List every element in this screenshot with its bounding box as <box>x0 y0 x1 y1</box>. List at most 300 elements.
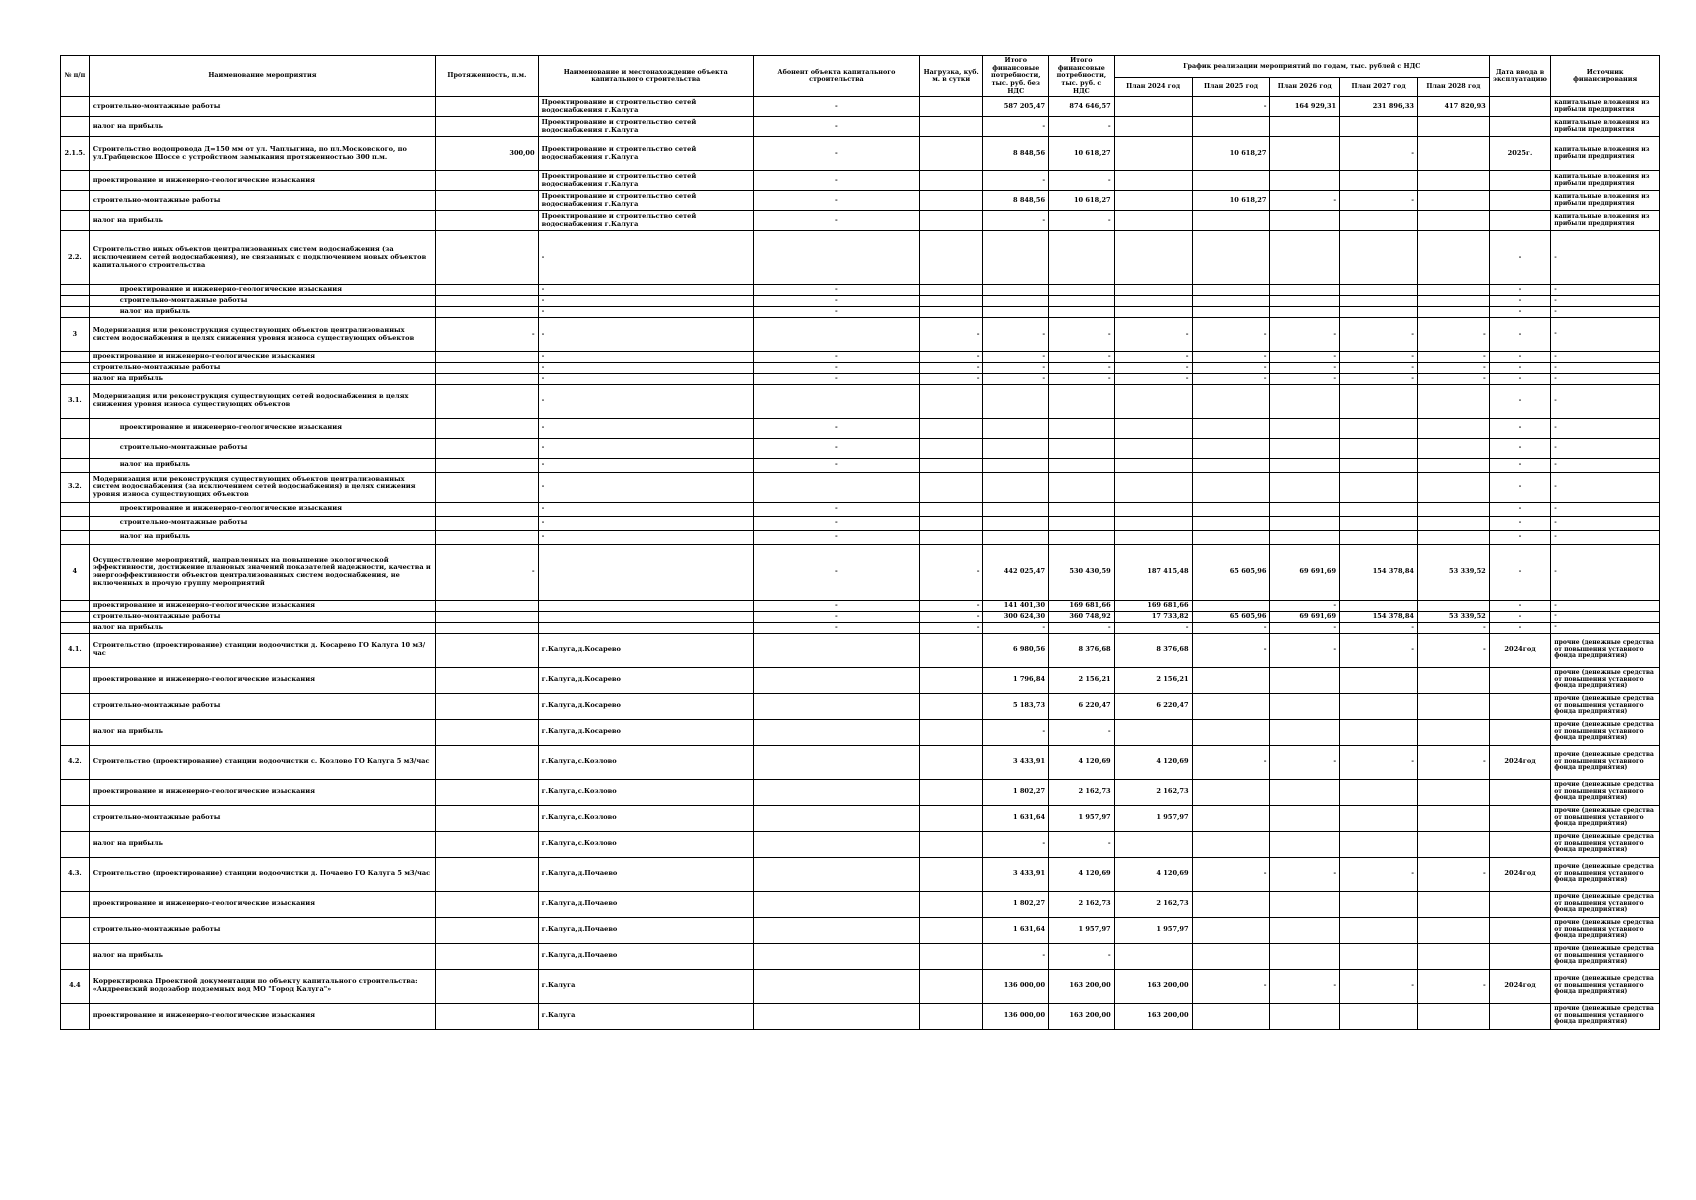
object-location: Проектирование и строительство сетей водоснабжения г.Калуга <box>538 191 753 211</box>
total-incl-vat-cell <box>1049 231 1115 285</box>
plan-2028-cell: - <box>1418 363 1490 374</box>
table-body <box>61 97 1660 1029</box>
plan-2028-cell: - <box>1418 745 1490 779</box>
capital-object-cell: - <box>753 611 919 622</box>
load-cell <box>919 831 983 857</box>
plan-2027-cell <box>1340 117 1418 137</box>
plan-2026-cell: - <box>1270 857 1340 891</box>
plan-2026-cell <box>1270 667 1340 693</box>
capital-object-cell: - <box>753 307 919 318</box>
plan-2026-cell: - <box>1270 373 1340 384</box>
row-number <box>61 530 90 544</box>
plan-2027-cell <box>1340 943 1418 969</box>
total-incl-vat-cell: 2 156,21 <box>1049 667 1115 693</box>
object-location <box>538 622 753 633</box>
capital-object-cell: - <box>753 97 919 117</box>
funding-source-cell: прочие (денежные средства от повышения уставного фонда предприятия) <box>1551 917 1660 943</box>
funding-source-cell: - <box>1551 285 1660 296</box>
capital-object-cell: - <box>753 600 919 611</box>
load-cell <box>919 296 983 307</box>
capital-object-cell: - <box>753 352 919 363</box>
object-location: Проектирование и строительство сетей водоснабжения г.Калуга <box>538 171 753 191</box>
plan-2025-cell <box>1192 917 1270 943</box>
capital-object-cell <box>753 472 919 502</box>
plan-2027-cell <box>1340 502 1418 516</box>
plan-2027-cell <box>1340 530 1418 544</box>
funding-source-cell: прочие (денежные средства от повышения уставного фонда предприятия) <box>1551 745 1660 779</box>
plan-2027-cell <box>1340 917 1418 943</box>
investment-program-table <box>60 55 1660 1030</box>
commission-date-cell: - <box>1489 352 1551 363</box>
funding-source-cell: - <box>1551 622 1660 633</box>
plan-2027-cell <box>1340 472 1418 502</box>
load-cell: - <box>919 373 983 384</box>
funding-source-cell: прочие (денежные средства от повышения уставного фонда предприятия) <box>1551 831 1660 857</box>
plan-2027-cell <box>1340 418 1418 438</box>
length-cell <box>436 779 539 805</box>
table-row <box>61 719 1660 745</box>
plan-2026-cell <box>1270 384 1340 418</box>
commission-date-cell: 2024год <box>1489 633 1551 667</box>
table-row <box>61 307 1660 318</box>
length-cell <box>436 969 539 1003</box>
total-incl-vat-cell <box>1049 530 1115 544</box>
object-location: Проектирование и строительство сетей водоснабжения г.Калуга <box>538 211 753 231</box>
plan-2024-cell: 169 681,66 <box>1114 600 1192 611</box>
commission-date-cell: - <box>1489 438 1551 458</box>
plan-2028-cell <box>1418 502 1490 516</box>
measure-name: налог на прибыль <box>89 719 435 745</box>
length-cell <box>436 516 539 530</box>
funding-source-cell: - <box>1551 530 1660 544</box>
plan-2025-cell <box>1192 472 1270 502</box>
plan-2027-cell: 154 378,84 <box>1340 611 1418 622</box>
plan-2026-cell <box>1270 693 1340 719</box>
row-number <box>61 352 90 363</box>
table-row <box>61 363 1660 374</box>
total-incl-vat-cell: 874 646,57 <box>1049 97 1115 117</box>
table-row <box>61 693 1660 719</box>
table-row <box>61 318 1660 352</box>
table-row <box>61 831 1660 857</box>
object-location: г.Калуга,д.Косарево <box>538 667 753 693</box>
object-location: - <box>538 296 753 307</box>
measure-name: проектирование и инженерно-геологические изыскания <box>89 418 435 438</box>
measure-name: строительно-монтажные работы <box>89 805 435 831</box>
measure-name: налог на прибыль <box>89 211 435 231</box>
length-cell <box>436 363 539 374</box>
length-cell <box>436 373 539 384</box>
plan-2024-cell: - <box>1114 318 1192 352</box>
row-number: 2.2. <box>61 231 90 285</box>
funding-source-cell: - <box>1551 502 1660 516</box>
length-cell <box>436 438 539 458</box>
commission-date-cell <box>1489 891 1551 917</box>
total-excl-vat-cell: 3 433,91 <box>983 745 1049 779</box>
plan-2025-cell: - <box>1192 352 1270 363</box>
total-incl-vat-cell: - <box>1049 318 1115 352</box>
table-row <box>61 384 1660 418</box>
total-excl-vat-cell <box>983 285 1049 296</box>
measure-name: строительно-монтажные работы <box>89 296 435 307</box>
load-cell <box>919 137 983 171</box>
plan-2024-cell <box>1114 502 1192 516</box>
total-excl-vat-cell: 300 624,30 <box>983 611 1049 622</box>
commission-date-cell: 2025г. <box>1489 137 1551 171</box>
measure-name: налог на прибыль <box>89 831 435 857</box>
plan-2028-cell <box>1418 891 1490 917</box>
plan-2025-cell <box>1192 516 1270 530</box>
length-cell <box>436 458 539 472</box>
load-cell <box>919 285 983 296</box>
plan-2026-cell <box>1270 137 1340 171</box>
plan-2024-cell: 4 120,69 <box>1114 857 1192 891</box>
measure-name: проектирование и инженерно-геологические изыскания <box>89 352 435 363</box>
total-excl-vat-cell: - <box>983 943 1049 969</box>
row-number: 3.1. <box>61 384 90 418</box>
funding-source-cell: - <box>1551 418 1660 438</box>
commission-date-cell: - <box>1489 530 1551 544</box>
funding-source-cell: - <box>1551 296 1660 307</box>
total-excl-vat-cell: 5 183,73 <box>983 693 1049 719</box>
plan-2028-cell <box>1418 1003 1490 1029</box>
plan-2028-cell: - <box>1418 857 1490 891</box>
capital-object-cell: - <box>753 458 919 472</box>
total-excl-vat-cell <box>983 502 1049 516</box>
object-location: - <box>538 352 753 363</box>
length-cell <box>436 633 539 667</box>
measure-name: Осуществление мероприятий, направленных на повышение экологической эффективности, достижение плановых значений показателей надежности, качества и энергоэффективности объектов централизованных систем водоснабжения, не включенных в прочую группу мероприятий <box>89 544 435 600</box>
capital-object-cell: - <box>753 502 919 516</box>
total-incl-vat-cell <box>1049 307 1115 318</box>
capital-object-cell <box>753 745 919 779</box>
plan-2027-cell: 154 378,84 <box>1340 544 1418 600</box>
object-location: г.Калуга,с.Козлово <box>538 805 753 831</box>
header-year-2025: План 2025 год <box>1192 77 1270 97</box>
object-location: Проектирование и строительство сетей водоснабжения г.Калуга <box>538 97 753 117</box>
plan-2026-cell <box>1270 117 1340 137</box>
plan-2028-cell <box>1418 438 1490 458</box>
commission-date-cell <box>1489 171 1551 191</box>
object-location <box>538 600 753 611</box>
measure-name: проектирование и инженерно-геологические изыскания <box>89 502 435 516</box>
length-cell <box>436 296 539 307</box>
total-incl-vat-cell: - <box>1049 352 1115 363</box>
row-number <box>61 516 90 530</box>
header-schedule: График реализации мероприятий по годам, тыс. рублей с НДС <box>1114 56 1489 78</box>
plan-2024-cell <box>1114 831 1192 857</box>
commission-date-cell <box>1489 667 1551 693</box>
plan-2028-cell: - <box>1418 373 1490 384</box>
plan-2026-cell <box>1270 211 1340 231</box>
row-number <box>61 97 90 117</box>
row-number <box>61 943 90 969</box>
measure-name: проектирование и инженерно-геологические изыскания <box>89 667 435 693</box>
commission-date-cell: - <box>1489 622 1551 633</box>
table-row <box>61 418 1660 438</box>
table-row <box>61 502 1660 516</box>
plan-2027-cell: - <box>1340 373 1418 384</box>
total-excl-vat-cell <box>983 418 1049 438</box>
load-cell: - <box>919 622 983 633</box>
plan-2027-cell <box>1340 384 1418 418</box>
commission-date-cell: - <box>1489 363 1551 374</box>
plan-2027-cell: - <box>1340 622 1418 633</box>
plan-2025-cell <box>1192 693 1270 719</box>
plan-2026-cell <box>1270 231 1340 285</box>
plan-2024-cell: 6 220,47 <box>1114 693 1192 719</box>
row-number: 4 <box>61 544 90 600</box>
funding-source-cell: прочие (денежные средства от повышения уставного фонда предприятия) <box>1551 633 1660 667</box>
commission-date-cell <box>1489 943 1551 969</box>
plan-2027-cell: - <box>1340 857 1418 891</box>
plan-2024-cell: 2 156,21 <box>1114 667 1192 693</box>
object-location: - <box>538 530 753 544</box>
total-excl-vat-cell <box>983 458 1049 472</box>
total-excl-vat-cell: 6 980,56 <box>983 633 1049 667</box>
plan-2025-cell <box>1192 943 1270 969</box>
measure-name: строительно-монтажные работы <box>89 516 435 530</box>
length-cell <box>436 917 539 943</box>
plan-2027-cell <box>1340 307 1418 318</box>
commission-date-cell <box>1489 191 1551 211</box>
object-location: Проектирование и строительство сетей водоснабжения г.Калуга <box>538 117 753 137</box>
commission-date-cell: - <box>1489 472 1551 502</box>
plan-2025-cell: 10 618,27 <box>1192 191 1270 211</box>
plan-2026-cell: - <box>1270 363 1340 374</box>
capital-object-cell: - <box>753 285 919 296</box>
load-cell: - <box>919 600 983 611</box>
plan-2024-cell: 4 120,69 <box>1114 745 1192 779</box>
total-incl-vat-cell: - <box>1049 373 1115 384</box>
measure-name: налог на прибыль <box>89 307 435 318</box>
commission-date-cell <box>1489 719 1551 745</box>
plan-2028-cell: - <box>1418 352 1490 363</box>
plan-2027-cell <box>1340 285 1418 296</box>
object-location: - <box>538 458 753 472</box>
table-row <box>61 622 1660 633</box>
row-number <box>61 171 90 191</box>
object-location: - <box>538 438 753 458</box>
table-row <box>61 745 1660 779</box>
measure-name: налог на прибыль <box>89 117 435 137</box>
plan-2024-cell <box>1114 719 1192 745</box>
total-excl-vat-cell: 136 000,00 <box>983 1003 1049 1029</box>
plan-2027-cell <box>1340 231 1418 285</box>
plan-2026-cell <box>1270 719 1340 745</box>
plan-2028-cell <box>1418 600 1490 611</box>
header-year-2026: План 2026 год <box>1270 77 1340 97</box>
length-cell <box>436 530 539 544</box>
plan-2025-cell: - <box>1192 857 1270 891</box>
commission-date-cell: 2024год <box>1489 745 1551 779</box>
plan-2026-cell <box>1270 472 1340 502</box>
plan-2026-cell: - <box>1270 969 1340 1003</box>
plan-2026-cell: - <box>1270 600 1340 611</box>
length-cell <box>436 211 539 231</box>
total-excl-vat-cell: 1 802,27 <box>983 891 1049 917</box>
commission-date-cell: - <box>1489 307 1551 318</box>
length-cell <box>436 502 539 516</box>
capital-object-cell <box>753 969 919 1003</box>
table-row <box>61 171 1660 191</box>
commission-date-cell: - <box>1489 318 1551 352</box>
plan-2025-cell <box>1192 779 1270 805</box>
plan-2024-cell <box>1114 418 1192 438</box>
load-cell: - <box>919 611 983 622</box>
plan-2027-cell: - <box>1340 318 1418 352</box>
length-cell <box>436 418 539 438</box>
plan-2026-cell: - <box>1270 318 1340 352</box>
measure-name: проектирование и инженерно-геологические изыскания <box>89 1003 435 1029</box>
total-excl-vat-cell: 1 802,27 <box>983 779 1049 805</box>
table-row <box>61 1003 1660 1029</box>
plan-2027-cell: 231 896,33 <box>1340 97 1418 117</box>
table-row <box>61 969 1660 1003</box>
measure-name: строительно-монтажные работы <box>89 363 435 374</box>
table-row <box>61 530 1660 544</box>
total-incl-vat-cell: 1 957,97 <box>1049 917 1115 943</box>
plan-2024-cell: - <box>1114 373 1192 384</box>
length-cell: - <box>436 318 539 352</box>
load-cell <box>919 211 983 231</box>
funding-source-cell: - <box>1551 516 1660 530</box>
total-excl-vat-cell: 1 631,64 <box>983 805 1049 831</box>
measure-name: проектирование и инженерно-геологические изыскания <box>89 285 435 296</box>
commission-date-cell: - <box>1489 384 1551 418</box>
plan-2026-cell <box>1270 917 1340 943</box>
table-row <box>61 611 1660 622</box>
plan-2027-cell: - <box>1340 363 1418 374</box>
plan-2024-cell: 163 200,00 <box>1114 969 1192 1003</box>
plan-2028-cell <box>1418 779 1490 805</box>
measure-name: Модернизация или реконструкция существующих объектов централизованных систем водоснабжения (за исключением сетей водоснабжения) в целях снижения уровня износа существующих объектов <box>89 472 435 502</box>
funding-source-cell: - <box>1551 472 1660 502</box>
table-row <box>61 943 1660 969</box>
plan-2024-cell: 1 957,97 <box>1114 805 1192 831</box>
total-excl-vat-cell: 141 401,30 <box>983 600 1049 611</box>
total-incl-vat-cell: 6 220,47 <box>1049 693 1115 719</box>
load-cell <box>919 667 983 693</box>
length-cell <box>436 352 539 363</box>
plan-2024-cell <box>1114 943 1192 969</box>
plan-2024-cell: - <box>1114 363 1192 374</box>
plan-2025-cell <box>1192 285 1270 296</box>
plan-2024-cell: 1 957,97 <box>1114 917 1192 943</box>
length-cell <box>436 622 539 633</box>
funding-source-cell: прочие (денежные средства от повышения уставного фонда предприятия) <box>1551 805 1660 831</box>
measure-name: Строительство водопровода Д=150 мм от ул. Чаплыгина, по пл.Московского, по ул.Грабцевское Шоссе с устройством замыкания протяженностью 300 п.м. <box>89 137 435 171</box>
table-row <box>61 667 1660 693</box>
total-excl-vat-cell: - <box>983 117 1049 137</box>
measure-name: строительно-монтажные работы <box>89 693 435 719</box>
capital-object-cell: - <box>753 191 919 211</box>
object-location: - <box>538 418 753 438</box>
plan-2024-cell: - <box>1114 622 1192 633</box>
load-cell: - <box>919 352 983 363</box>
total-incl-vat-cell: 169 681,66 <box>1049 600 1115 611</box>
row-number: 4.4 <box>61 969 90 1003</box>
object-location: - <box>538 472 753 502</box>
measure-name: Строительство (проектирование) станции водоочистки с. Козлово ГО Калуга 5 м3/час <box>89 745 435 779</box>
plan-2026-cell <box>1270 779 1340 805</box>
table-row <box>61 373 1660 384</box>
object-location: г.Калуга,с.Козлово <box>538 745 753 779</box>
commission-date-cell: - <box>1489 600 1551 611</box>
plan-2026-cell <box>1270 530 1340 544</box>
plan-2025-cell <box>1192 719 1270 745</box>
total-excl-vat-cell <box>983 438 1049 458</box>
measure-name: Строительство (проектирование) станции водоочистки д. Косарево ГО Калуга 10 м3/час <box>89 633 435 667</box>
plan-2025-cell: - <box>1192 745 1270 779</box>
plan-2028-cell <box>1418 296 1490 307</box>
measure-name: строительно-монтажные работы <box>89 917 435 943</box>
capital-object-cell <box>753 384 919 418</box>
table-row <box>61 458 1660 472</box>
length-cell <box>436 285 539 296</box>
plan-2025-cell <box>1192 1003 1270 1029</box>
length-cell <box>436 191 539 211</box>
plan-2028-cell <box>1418 285 1490 296</box>
row-number <box>61 363 90 374</box>
table-row <box>61 296 1660 307</box>
table-row <box>61 857 1660 891</box>
total-incl-vat-cell: 530 430,59 <box>1049 544 1115 600</box>
plan-2025-cell: 10 618,27 <box>1192 137 1270 171</box>
plan-2027-cell: - <box>1340 633 1418 667</box>
header-year-2027: План 2027 год <box>1340 77 1418 97</box>
plan-2024-cell <box>1114 285 1192 296</box>
plan-2025-cell <box>1192 418 1270 438</box>
header-capital-object: Абонент объекта капитального строительства <box>753 56 919 97</box>
funding-source-cell: капитальные вложения из прибыли предприятия <box>1551 191 1660 211</box>
length-cell <box>436 943 539 969</box>
header-row-top <box>61 56 1660 78</box>
total-excl-vat-cell: 8 848,56 <box>983 137 1049 171</box>
header-load: Нагрузка, куб. м. в сутки <box>919 56 983 97</box>
plan-2026-cell: - <box>1270 622 1340 633</box>
load-cell <box>919 805 983 831</box>
total-incl-vat-cell: - <box>1049 117 1115 137</box>
plan-2028-cell <box>1418 307 1490 318</box>
object-location: г.Калуга,д.Почаево <box>538 917 753 943</box>
measure-name: строительно-монтажные работы <box>89 611 435 622</box>
load-cell <box>919 418 983 438</box>
plan-2024-cell: - <box>1114 352 1192 363</box>
length-cell <box>436 611 539 622</box>
table-row <box>61 211 1660 231</box>
total-incl-vat-cell <box>1049 472 1115 502</box>
plan-2024-cell <box>1114 472 1192 502</box>
total-incl-vat-cell <box>1049 502 1115 516</box>
load-cell <box>919 943 983 969</box>
plan-2026-cell <box>1270 516 1340 530</box>
plan-2028-cell <box>1418 231 1490 285</box>
plan-2024-cell <box>1114 117 1192 137</box>
plan-2028-cell: 53 339,52 <box>1418 611 1490 622</box>
plan-2028-cell <box>1418 171 1490 191</box>
table-row <box>61 516 1660 530</box>
header-num: № п/п <box>61 56 90 97</box>
plan-2027-cell <box>1340 171 1418 191</box>
plan-2025-cell <box>1192 805 1270 831</box>
funding-source-cell: капитальные вложения из прибыли предприятия <box>1551 117 1660 137</box>
measure-name: налог на прибыль <box>89 943 435 969</box>
measure-name: проектирование и инженерно-геологические изыскания <box>89 600 435 611</box>
length-cell <box>436 805 539 831</box>
plan-2025-cell <box>1192 384 1270 418</box>
commission-date-cell: 2024год <box>1489 857 1551 891</box>
